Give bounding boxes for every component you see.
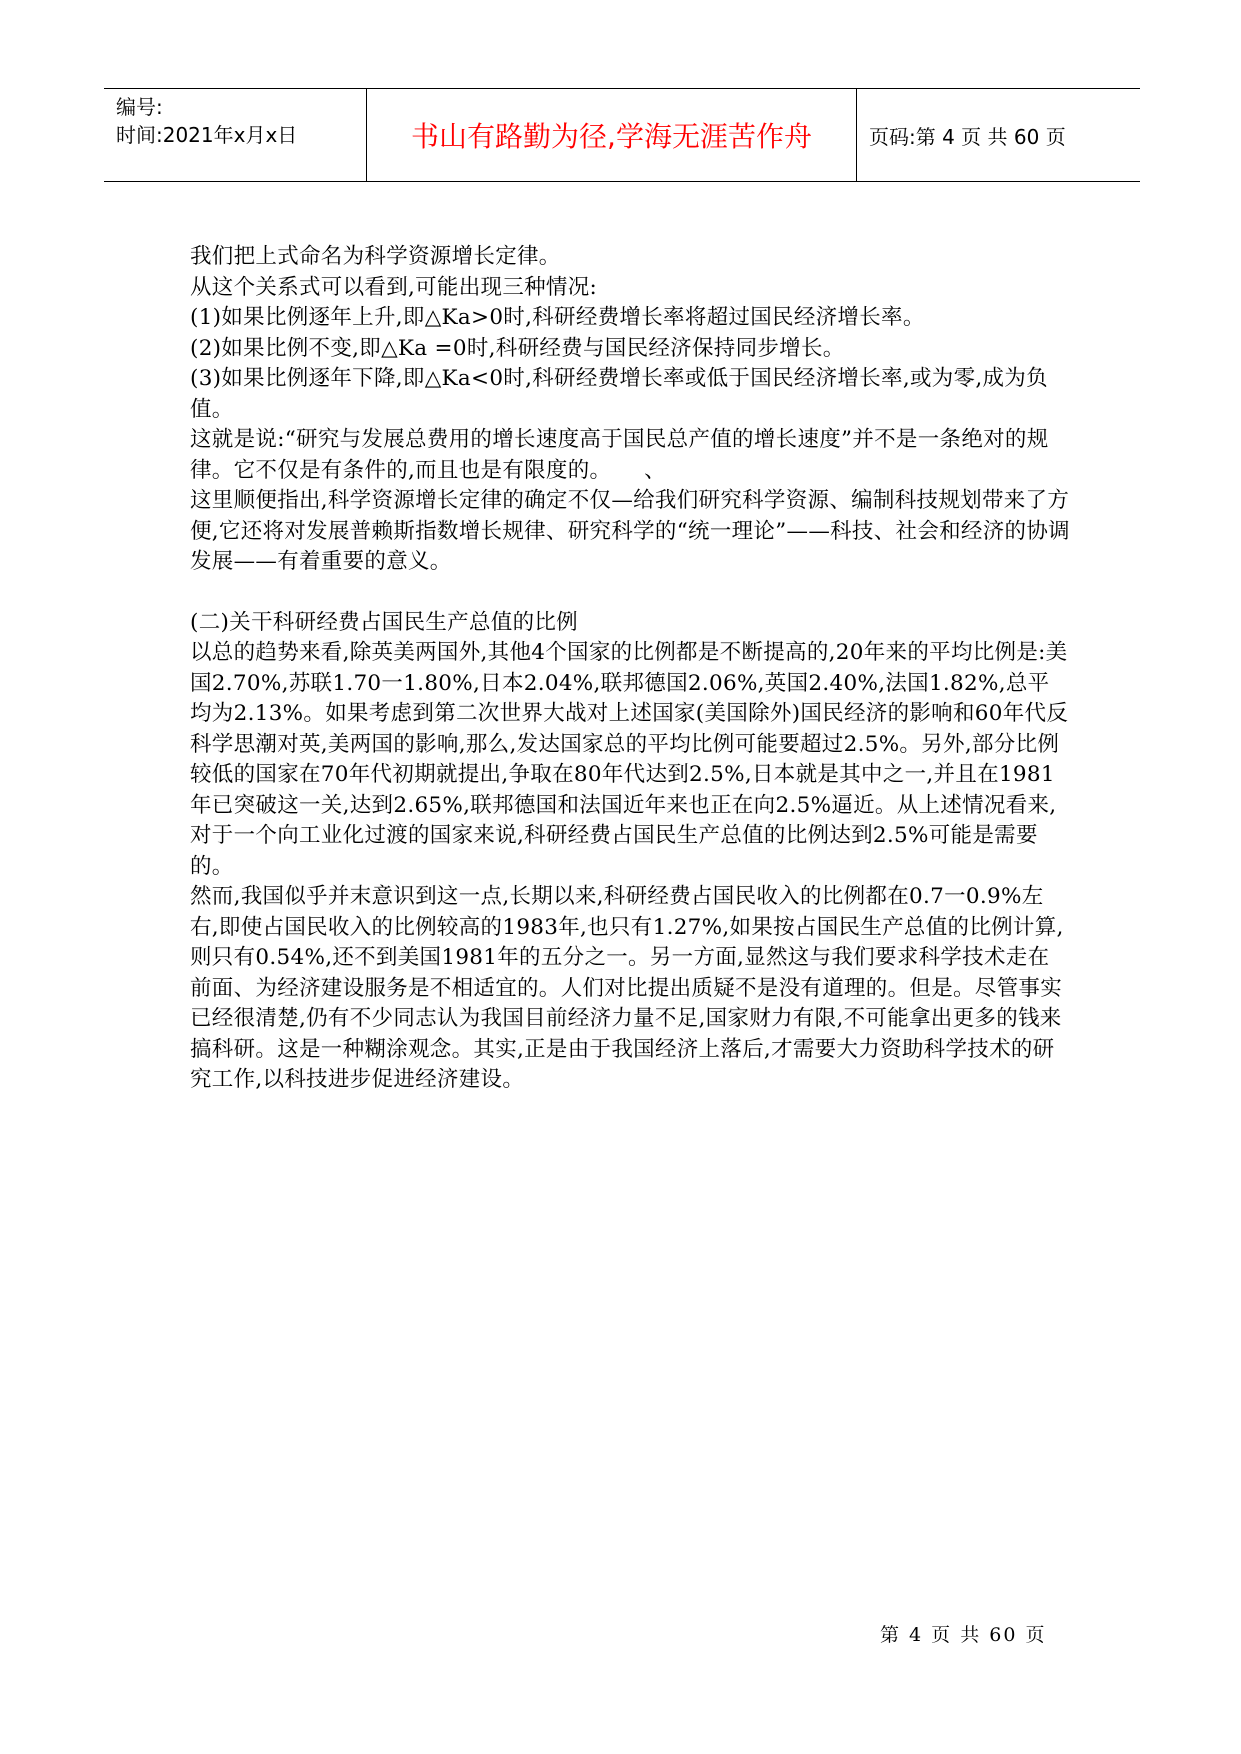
document-body [190, 242, 1070, 1096]
body-paragraph: (2)如果比例不变,即△Ka =0时,科研经费与国民经济保持同步增长。 [190, 335, 845, 361]
body-paragraph: 这就是说:“研究与发展总费用的增长速度高于国民总产值的增长速度”并不是一条绝对的规律。它不仅是有条件的,而且也是有限度的。 、 [190, 427, 1049, 483]
page-footer: 第 4 页 共 60 页 [880, 1624, 1047, 1646]
document-time-label: 时间:2021年x月x日 [116, 123, 298, 147]
body-paragraph: (1)如果比例逐年上升,即△Ka>0时,科研经费增长率将超过国民经济增长率。 [190, 305, 925, 330]
body-paragraph: (3)如果比例逐年下降,即△Ka<0时,科研经费增长率或低于国民经济增长率,或为零,成为负值。 [190, 366, 1048, 422]
body-paragraph: 我们把上式命名为科学资源增长定律。 [190, 244, 561, 269]
section-paragraph: 然而,我国似乎并末意识到这一点,长期以来,科研经费占国民收入的比例都在0.7一0.9%左右,即使占国民收入的比例较高的1983年,也只有1.27%,如果按占国民生产总值的比例计算,则只有0.54%,还不到美国1981年的五分之一。另一方面,显然这与我们要求科学技术走在前面、为经济建设服务是不相适宜的。人们对比提出质疑不是没有道理的。但是。尽管事实已经很清楚,仍有不少同志认为我国目前经济力量不足,国家财力有限,不可能拿出更多的钱来搞科研。这是一种糊涂观念。其实,正是由于我国经济上落后,才需要大力资助科学技术的研究工作,以科技进步促进经济建设。 [190, 884, 1064, 1092]
header-meta-cell [104, 89, 367, 181]
paragraph-spacer [190, 578, 1070, 608]
body-paragraph: 从这个关系式可以看到,可能出现三种情况: [190, 274, 598, 300]
section-title: (二)关干科研经费占国民生产总值的比例 [190, 609, 578, 635]
header-page-label: 页码:第 4 页 共 60 页 [869, 124, 1066, 149]
body-paragraph: 这里顺便指出,科学资源增长定律的确定不仅—给我们研究科学资源、编制科技规划带来了方便,它还将对发展普赖斯指数增长规律、研究科学的“统一理论”——科技、社会和经济的协调发展——有着重要的意义。 [190, 488, 1070, 574]
page-header [104, 88, 1140, 182]
header-motto: 书山有路勤为径,学海无涯苦作舟 [367, 89, 857, 181]
section-paragraph: 以总的趋势来看,除英美两国外,其他4个国家的比例都是不断提高的,20年来的平均比例是:美国2.70%,苏联1.70一1.80%,日本2.04%,联邦德国2.06%,英国2.40%,法国1.82%,总平均为2.13%。如果考虑到第二次世界大战对上述国家(美国除外)国民经济的影响和60年代反科学思潮对英,美两国的影响,那么,发达国家总的平均比例可能要超过2.5%。另外,部分比例较低的国家在70年代初期就提出,争取在80年代达到2.5%,日本就是其中之一,并且在1981年已突破这一关,达到2.65%,联邦德国和法国近年来也正在向2.5%逼近。从上述情况看来,对于一个向工业化过渡的国家来说,科研经费占国民生产总值的比例达到2.5%可能是需要的。 [190, 640, 1069, 879]
document-number-label: 编号: [116, 95, 163, 119]
